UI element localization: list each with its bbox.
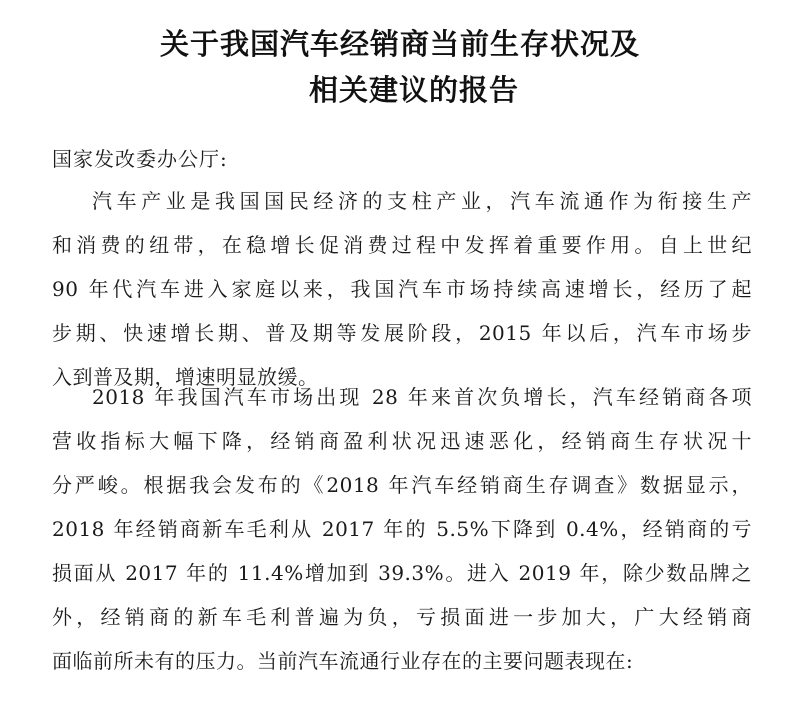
paragraph-line: 步期、快速增长期、普及期等发展阶段，2015 年以后，汽车市场步 <box>52 321 752 345</box>
report-title-line-2: 相关建议的报告 <box>308 73 519 107</box>
paragraph-line: 面临前所未有的压力。当前汽车流通行业存在的主要问题表现在: <box>52 649 634 673</box>
paragraph-line: 2018 年我国汽车市场出现 28 年来首次负增长，汽车经销商各项 <box>92 385 752 409</box>
report-title-line-1: 关于我国汽车经销商当前生存状况及 <box>159 27 640 61</box>
addressee: 国家发改委办公厅: <box>52 147 228 171</box>
paragraph-line: 和消费的纽带，在稳增长促消费过程中发挥着重要作用。自上世纪 <box>52 233 752 257</box>
paragraph-1 <box>52 179 752 399</box>
paragraph-line: 90 年代汽车进入家庭以来，我国汽车市场持续高速增长，经历了起 <box>52 277 752 301</box>
paragraph-line: 入到普及期，增速明显放缓。 <box>52 365 319 389</box>
paragraph-line: 营收指标大幅下降，经销商盈利状况迅速恶化，经销商生存状况十 <box>52 429 752 453</box>
paragraph-2 <box>52 375 752 683</box>
paragraph-line: 分严峻。根据我会发布的《2018 年汽车经销商生存调查》数据显示， <box>52 473 752 497</box>
paragraph-line: 外，经销商的新车毛利普遍为负，亏损面进一步加大，广大经销商 <box>52 605 752 629</box>
paragraph-line: 损面从 2017 年的 11.4%增加到 39.3%。进入 2019 年，除少数品牌之 <box>52 561 752 585</box>
paragraph-line: 2018 年经销商新车毛利从 2017 年的 5.5%下降到 0.4%，经销商的亏 <box>52 517 752 541</box>
paragraph-line: 汽车产业是我国国民经济的支柱产业，汽车流通作为衔接生产 <box>92 189 752 213</box>
